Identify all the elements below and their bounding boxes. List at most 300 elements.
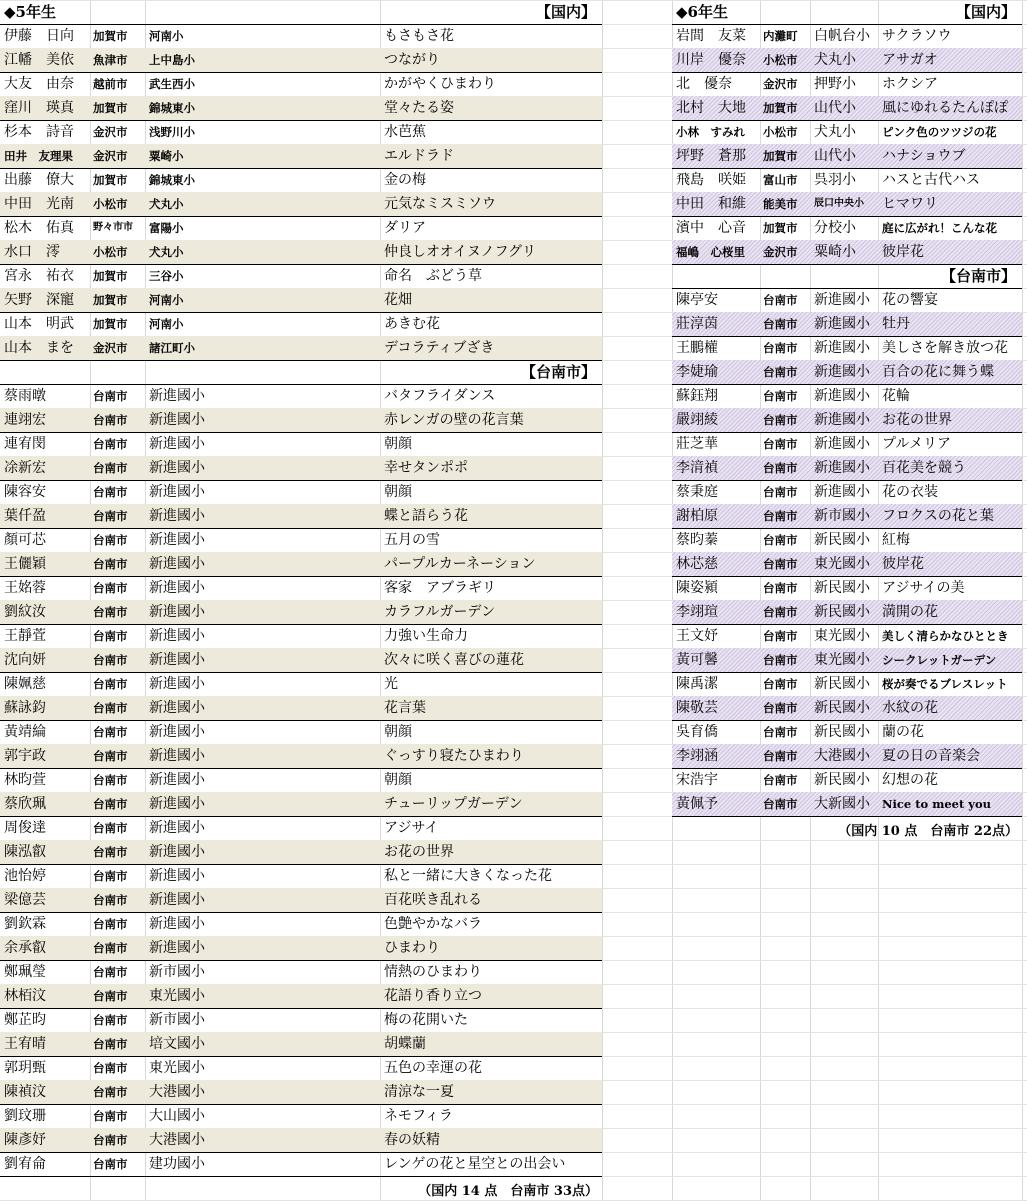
student-name: 葉仟盈: [4, 508, 46, 524]
student-name: 王靜萓: [4, 628, 46, 644]
school: 新進國小: [149, 412, 205, 428]
artwork-title: ネモフィラ: [384, 1108, 453, 1124]
artwork-title: チューリップガーデン: [384, 796, 523, 812]
student-name: 謝柏原: [676, 508, 718, 524]
city: 台南市: [763, 341, 798, 355]
school: 新進國小: [149, 436, 205, 452]
table-row: [672, 168, 1022, 193]
school: 河南小: [149, 293, 184, 307]
student-name: 顏可芯: [4, 532, 46, 548]
student-name: 陳敬芸: [676, 700, 718, 716]
school: 新進國小: [149, 940, 205, 956]
artwork-title: あきむ花: [384, 316, 440, 332]
artwork-title: 金の梅: [384, 172, 426, 188]
artwork-title: デコラティブざき: [384, 340, 495, 356]
artwork-title: ホクシア: [882, 76, 938, 92]
table-row: [0, 384, 602, 409]
school: 大港國小: [814, 748, 870, 764]
school: 新進國小: [149, 724, 205, 740]
school: 東光國小: [814, 652, 870, 668]
table-row: [0, 696, 602, 721]
student-name: 吳育僑: [676, 724, 718, 740]
city: 小松市: [93, 197, 128, 211]
school: 大山國小: [149, 1108, 205, 1124]
table-row: [0, 336, 602, 361]
student-name: 窪川 瑛真: [4, 100, 74, 116]
table-row: [0, 984, 602, 1009]
table-row: [672, 72, 1022, 97]
student-name: 陳亭安: [676, 292, 718, 308]
artwork-title: かがやくひまわり: [384, 76, 496, 92]
student-name: 王儷穎: [4, 556, 46, 572]
city: 台南市: [93, 1109, 128, 1123]
student-name: 林昀萱: [4, 772, 46, 788]
student-name: 坪野 蒼那: [676, 148, 746, 164]
table-row: [672, 408, 1022, 433]
city: 台南市: [93, 485, 128, 499]
school: 新進國小: [149, 868, 205, 884]
artwork-title: 紅梅: [882, 532, 910, 548]
city: 加賀市: [763, 221, 798, 235]
school: 新進國小: [814, 340, 870, 356]
table-row: [0, 1152, 602, 1177]
school: 新進國小: [149, 388, 205, 404]
school: 新民國小: [814, 724, 870, 740]
artwork-title: 庭に広がれ！こんな花: [882, 221, 997, 235]
artwork-title: つながり: [384, 52, 440, 68]
table-row: [0, 720, 602, 745]
student-name: 連翊宏: [4, 412, 46, 428]
city: 金沢市: [763, 245, 798, 259]
school: 東光國小: [149, 988, 205, 1004]
table-row: [672, 648, 1022, 673]
school: 大港國小: [149, 1084, 205, 1100]
artwork-title: アジサイの美: [882, 580, 965, 596]
school: 新進國小: [149, 748, 205, 764]
table-row: [0, 1104, 602, 1129]
artwork-title: 百合の花に舞う蝶: [882, 364, 994, 380]
student-name: 劉宥侖: [4, 1156, 46, 1172]
table-row: [0, 1128, 602, 1153]
student-name: 王姳蓉: [4, 580, 46, 596]
student-name: 周俊達: [4, 820, 46, 836]
table-row: [0, 480, 602, 505]
artwork-title: 朝顔: [384, 436, 412, 452]
student-name: 李翊涵: [676, 748, 718, 764]
city: 台南市: [93, 677, 128, 691]
student-name: 岩間 友菜: [676, 28, 746, 44]
grade-title: ◆6年生: [676, 3, 728, 21]
artwork-title: 百花美を競う: [882, 460, 966, 476]
artwork-title: 胡蝶蘭: [384, 1036, 426, 1052]
city: 加賀市: [763, 149, 798, 163]
city: 加賀市: [93, 101, 128, 115]
table-row: [0, 72, 602, 97]
artwork-title: カラフルガーデン: [384, 604, 496, 620]
student-name: 杉本 詩音: [4, 124, 74, 140]
city: 台南市: [93, 629, 128, 643]
table-row: [0, 744, 602, 769]
student-name: 李婕瑜: [676, 364, 718, 380]
school: 犬丸小: [149, 197, 184, 211]
school: 新進國小: [149, 604, 205, 620]
city: 台南市: [93, 749, 128, 763]
artwork-title: バタフライダンス: [384, 388, 496, 404]
city: 台南市: [93, 845, 128, 859]
school: 新進國小: [149, 820, 205, 836]
table-row: [0, 168, 602, 193]
artwork-title: アサガオ: [882, 52, 938, 68]
school: 粟崎小: [149, 149, 184, 163]
city: 台南市: [93, 413, 128, 427]
student-name: 莊淳茵: [676, 316, 718, 332]
school: 錦城東小: [149, 173, 195, 187]
table-row: [672, 120, 1022, 145]
table-row: [0, 456, 602, 481]
table-row: [672, 696, 1022, 721]
table-row: [672, 552, 1022, 577]
city: 台南市: [93, 773, 128, 787]
school: 白帆台小: [814, 28, 870, 44]
table-row: [0, 1080, 602, 1105]
student-name: 郭玥甄: [4, 1060, 46, 1076]
table-row: [672, 480, 1022, 505]
artwork-title: 朝顔: [384, 484, 412, 500]
student-name: 郭宇政: [4, 748, 46, 764]
artwork-title: 命名 ぶどう草: [384, 268, 482, 284]
table-row: [0, 624, 602, 649]
school: 新進國小: [814, 292, 870, 308]
table-row: [0, 120, 602, 145]
table-row: [672, 288, 1022, 313]
artwork-title: フロクスの花と葉: [882, 508, 994, 524]
school: 東光國小: [814, 556, 870, 572]
city: 台南市: [763, 725, 798, 739]
artwork-title: 元気なミスミソウ: [384, 196, 496, 212]
student-name: 李湇禎: [676, 460, 718, 476]
city: 台南市: [763, 389, 798, 403]
student-name: 大友 由奈: [4, 76, 74, 92]
table-row: [0, 552, 602, 577]
city: 台南市: [93, 461, 128, 475]
school: 山代小: [814, 148, 856, 164]
school: 新進國小: [814, 316, 870, 332]
table-row: [0, 912, 602, 937]
city: 台南市: [763, 701, 798, 715]
city: 台南市: [763, 797, 798, 811]
school: 新進國小: [149, 892, 205, 908]
school: 新進國小: [149, 628, 205, 644]
student-name: 松木 佑真: [4, 220, 74, 236]
artwork-title: 蘭の花: [882, 724, 924, 740]
student-name: 蔡欣珮: [4, 796, 46, 812]
artwork-title: パープルカーネーション: [384, 556, 536, 572]
table-row: [672, 312, 1022, 337]
artwork-title: 夏の日の音楽会: [882, 748, 980, 764]
city: 台南市: [763, 749, 798, 763]
city: 台南市: [763, 437, 798, 451]
table-row: [672, 600, 1022, 625]
table-row: [0, 432, 602, 457]
student-name: 小林 すみれ: [676, 125, 745, 139]
school: 河南小: [149, 29, 184, 43]
city: 台南市: [93, 557, 128, 571]
table-row: [0, 840, 602, 865]
artwork-title: 蝶と語らう花: [384, 508, 468, 524]
artwork-title: 水芭蕉: [384, 124, 426, 140]
table-row: [0, 864, 602, 889]
student-name: 劉欽霖: [4, 916, 46, 932]
city: 金沢市: [93, 125, 128, 139]
table-row: [672, 456, 1022, 481]
student-name: 蔡雨暾: [4, 388, 46, 404]
school: 呉羽小: [814, 172, 856, 188]
city: 金沢市: [763, 77, 798, 91]
school: 新民國小: [814, 676, 870, 692]
table-row: [0, 504, 602, 529]
artwork-title: 仲良しオオイヌノフグリ: [384, 244, 537, 260]
school: 新進國小: [149, 508, 205, 524]
student-name: 濱中 心音: [676, 220, 746, 236]
table-row: [672, 576, 1022, 601]
student-name: 劉玟珊: [4, 1108, 46, 1124]
artwork-title: 美しく清らかなひととき: [882, 629, 1009, 643]
artwork-title: ダリア: [384, 220, 426, 236]
city: 富山市: [763, 173, 798, 187]
table-row: [672, 360, 1022, 385]
artwork-title: 堂々たる姿: [384, 100, 454, 116]
header-row: [672, 0, 1022, 25]
table-row: [672, 528, 1022, 553]
table-row: [672, 192, 1022, 217]
summary-text: （国内 10 点 台南市 22点）: [838, 824, 1018, 839]
city: 台南市: [93, 941, 128, 955]
table-row: [0, 528, 602, 553]
student-name: 中田 和維: [676, 196, 746, 212]
table-row: [672, 48, 1022, 73]
school: 新民國小: [814, 532, 870, 548]
city: 加賀市: [93, 269, 128, 283]
city: 小松市: [763, 53, 798, 67]
student-name: 宋浩宇: [676, 772, 718, 788]
student-name: 王鵬權: [676, 340, 718, 356]
student-name: 山本 まを: [4, 340, 74, 356]
school: 新市國小: [149, 964, 205, 980]
artwork-title: 花の響宴: [882, 292, 938, 308]
student-name: 福嶋 心桜里: [676, 245, 745, 259]
artwork-title: 桜が奏でるブレスレット: [882, 677, 1008, 691]
student-name: 凃新宏: [4, 460, 46, 476]
city: 台南市: [93, 581, 128, 595]
artwork-title: 美しさを解き放つ花: [882, 340, 1008, 356]
student-name: 連宥閔: [4, 436, 46, 452]
school: 粟崎小: [814, 244, 856, 260]
artwork-title: 私と一緒に大きくなった花: [384, 868, 552, 884]
artwork-title: 牡丹: [882, 316, 910, 332]
school: 新進國小: [149, 916, 205, 932]
city: 台南市: [93, 533, 128, 547]
artwork-title: 風にゆれるたんぽぽ: [882, 100, 1008, 116]
artwork-title: お花の世界: [882, 412, 952, 428]
student-name: 蔡秉庭: [676, 484, 718, 500]
school: 新市國小: [149, 1012, 205, 1028]
city: 台南市: [93, 1061, 128, 1075]
school: 富陽小: [149, 221, 184, 235]
city: 台南市: [93, 1133, 128, 1147]
artwork-title: 朝顔: [384, 724, 412, 740]
table-row: [0, 240, 602, 265]
artwork-title: 彼岸花: [882, 556, 924, 572]
artwork-title: 力強い生命力: [384, 628, 468, 644]
artwork-title: 満開の花: [882, 604, 938, 620]
school: 新進國小: [814, 388, 870, 404]
school: 河南小: [149, 317, 184, 331]
city: 台南市: [93, 509, 128, 523]
table-row: [672, 144, 1022, 169]
school: 分校小: [814, 220, 856, 236]
artwork-title: ヒマワリ: [882, 196, 938, 212]
student-name: 王文妤: [676, 628, 718, 644]
city: 台南市: [763, 413, 798, 427]
student-name: 梁億芸: [4, 892, 46, 908]
school: 三谷小: [149, 269, 184, 283]
artwork-title: プルメリア: [882, 436, 952, 452]
school: 諸江町小: [149, 341, 195, 355]
artwork-title: ぐっすり寝たひまわり: [384, 748, 524, 764]
table-row: [672, 720, 1022, 745]
city: 台南市: [763, 317, 798, 331]
artwork-title: シークレットガーデン: [882, 653, 997, 667]
domestic-label: 【国内】: [535, 3, 596, 21]
artwork-title: サクラソウ: [882, 28, 952, 44]
student-name: 黃靖綸: [4, 724, 46, 740]
tainan-header-row: [672, 264, 1022, 289]
artwork-title: 彼岸花: [882, 244, 924, 260]
city: 加賀市: [93, 29, 128, 43]
student-name: 池怡婷: [4, 868, 46, 884]
student-name: 嚴翊綾: [676, 412, 718, 428]
artwork-title: もさもさ花: [384, 28, 454, 44]
student-name: 陳彥妤: [4, 1132, 46, 1148]
artwork-title: エルドラド: [384, 148, 454, 164]
artwork-title: 客家 アブラギリ: [384, 580, 496, 596]
school: 新市國小: [814, 508, 870, 524]
school: 錦城東小: [149, 101, 195, 115]
artwork-title: 情熱のひまわり: [384, 964, 482, 980]
table-row: [0, 792, 602, 817]
table-row: [0, 408, 602, 433]
school: 東光國小: [149, 1060, 205, 1076]
student-name: 黃可馨: [676, 652, 718, 668]
table-row: [0, 24, 602, 49]
student-name: 王宥晴: [4, 1036, 46, 1052]
student-name: 宮永 祐衣: [4, 268, 74, 284]
table-row: [0, 192, 602, 217]
student-name: 林芯慈: [676, 556, 718, 572]
school: 新進國小: [149, 484, 205, 500]
school: 建功國小: [149, 1156, 205, 1172]
city: 台南市: [763, 677, 798, 691]
city: 台南市: [763, 773, 798, 787]
student-name: 劉紋汝: [4, 604, 46, 620]
school: 新進國小: [149, 580, 205, 596]
school: 辰口中央小: [814, 198, 864, 209]
city: 台南市: [763, 365, 798, 379]
artwork-title: 五色の幸運の花: [384, 1060, 482, 1076]
city: 能美市: [763, 197, 798, 211]
student-name: 陳泓叡: [4, 844, 46, 860]
school: 新進國小: [149, 460, 205, 476]
artwork-title: 花の衣装: [882, 484, 938, 500]
table-row: [0, 264, 602, 289]
city: 内灘町: [763, 29, 798, 43]
school: 新進國小: [814, 364, 870, 380]
student-name: 李翊瑄: [676, 604, 718, 620]
artwork-title: 百花咲き乱れる: [384, 892, 482, 908]
student-name: 余承叡: [4, 940, 46, 956]
table-row: [0, 816, 602, 841]
grade-title: ◆5年生: [4, 3, 56, 21]
city: 台南市: [763, 581, 798, 595]
table-row: [0, 48, 602, 73]
table-row: [0, 288, 602, 313]
city: 台南市: [93, 725, 128, 739]
city: 台南市: [93, 917, 128, 931]
table-row: [0, 96, 602, 121]
city: 台南市: [93, 1085, 128, 1099]
school: 上中島小: [149, 53, 195, 67]
city: 台南市: [763, 485, 798, 499]
city: 魚津市: [93, 53, 128, 67]
student-name: 陳姵慈: [4, 676, 46, 692]
student-name: 蘇鈺翔: [676, 388, 718, 404]
school: 山代小: [814, 100, 856, 116]
summary-text: （国内 14 点 台南市 33点）: [418, 1184, 598, 1199]
table-row: [0, 672, 602, 697]
city: 台南市: [763, 557, 798, 571]
school: 新進國小: [149, 772, 205, 788]
artwork-title: 光: [384, 676, 398, 692]
school: 新進國小: [814, 436, 870, 452]
city: 加賀市: [93, 317, 128, 331]
school: 新進國小: [149, 796, 205, 812]
artwork-title: アジサイ: [384, 820, 439, 836]
school: 新民國小: [814, 604, 870, 620]
artwork-title: 花畑: [384, 292, 412, 308]
student-name: 江幡 美依: [4, 52, 74, 68]
artwork-title: 朝顔: [384, 772, 412, 788]
city: 小松市: [763, 125, 798, 139]
artwork-title: 赤レンガの壁の花言葉: [384, 412, 524, 428]
student-name: 蔡昀蓁: [676, 532, 718, 548]
student-name: 北 優奈: [676, 76, 732, 92]
table-row: [0, 576, 602, 601]
school: 東光國小: [814, 628, 870, 644]
school: 大港國小: [149, 1132, 205, 1148]
table-row: [0, 648, 602, 673]
student-name: 沈向妍: [4, 652, 46, 668]
city: 台南市: [93, 701, 128, 715]
table-row: [0, 1032, 602, 1057]
student-name: 山本 明武: [4, 316, 74, 332]
city: 台南市: [93, 437, 128, 451]
student-name: 鄭芷昀: [4, 1012, 46, 1028]
city: 台南市: [763, 461, 798, 475]
city: 台南市: [93, 653, 128, 667]
school: 武生西小: [149, 77, 195, 91]
student-name: 莊芝華: [676, 436, 718, 452]
table-row: [672, 744, 1022, 769]
